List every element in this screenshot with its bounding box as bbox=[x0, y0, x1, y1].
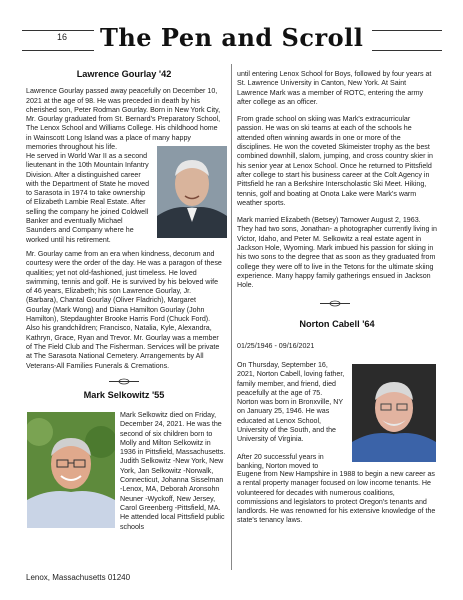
gourlay-family-text bbox=[26, 250, 222, 379]
page-number: 16 bbox=[57, 32, 68, 42]
cabell-photo bbox=[352, 364, 436, 462]
footer-location: Lenox, Massachusetts 01240 bbox=[26, 573, 131, 582]
cabell-intro-text bbox=[237, 361, 345, 471]
obituary-gourlay bbox=[26, 70, 222, 152]
cabell-dates: 01/25/1946 - 09/16/2021 bbox=[237, 342, 315, 350]
selkowitz-family: Mark married Elizabeth (Betsey) Tarnower August 2, 1963. They had two sons, Jonathan- a photographer currently living in Victor, Idaho, and Peter M. Selkowitz a real estate agent in Jackson Hole, Wyoming. Mark imbued his passion for skiing in his two sons to the degree that as soon as they graduated from college they were off to live in the Tetons for the ultimate skiing experience. Many happy family gatherings ensued in Jackson Hole. bbox=[237, 216, 437, 290]
selkowitz-skiing: From grade school on skiing was Mark's extracurricular passion. He was on ski teams at each of the schools he attended often winning awards in one or more of the disciplines. He won the coveted Skimeister trophy as the best combined downhill, slalom, jumping, and cross country skier in his senior year at Lenox School. Once he returned to Pittsfield after college to start his business career at the Colt Agency in Pittsfield he ran a Berkshire Interscholastic Ski Meet. Hiking, tennis, golf and boating at Onota Lake were Mark's warm weather sports. bbox=[237, 115, 433, 207]
gourlay-family: Mr. Gourlay came from an era when kindness, decorum and courtesy were the order of the day. He was a paragon of these qualities; yet not old-fashioned, just timeless. He loved swimming, tennis and golf. He is survived by his beloved wife of 46 years, Elizabeth; his son Lawrence Gourlay, Jr. (Barbara), Chantal Gourlay (Oliver Fladrich), Margaret Gourlay (Mark Wong) and Diana Hamilton Gourlay (John Hamilton), Stepdaughter Brooke Harris Ford (Chuck Ford). Also his grandchildren; Francisco, Natalia, Kyle, Alexandra, Kathryn, Grace, Ryan and Trevor. Mr. Gourlay was a member of The Field Club and The Fisherman. Services will be private at The Sarasota National Cemetery. Arrangements by All Veterans-All Families Funerals & Cremations. bbox=[26, 250, 222, 370]
cabell-intro: On Thursday, September 16, 2021, Norton Cabell, loving father, family member, and friend, died peacefully at the age of 75. Norton was born in Bronxville, NY on January 25, 1946. He was educated at Lenox School, University of the South, and the University of Virginia. bbox=[237, 361, 345, 444]
gourlay-photo bbox=[157, 146, 227, 238]
selkowitz-continued bbox=[237, 70, 437, 299]
cabell-heading: Norton Cabell '64 bbox=[299, 319, 375, 329]
masthead bbox=[22, 22, 442, 52]
column-divider bbox=[231, 64, 232, 570]
selkowitz-intro-text bbox=[120, 411, 226, 540]
cabell-career-text bbox=[237, 470, 437, 534]
selkowitz-heading: Mark Selkowitz '55 bbox=[83, 390, 165, 400]
cabell-career: Eugene from New Hampshire in 1988 to begin a new career as a rental property manager focused on low income tenants. He volunteered for decades with numerous coalitions, commissions and legislators to protect Oregon's tenants and landlords. He was renowned for his extensive knowledge of the state's tenancy laws. bbox=[237, 470, 436, 525]
gourlay-intro: Lawrence Gourlay passed away peacefully on December 10, 2021 at the age of 98. He was preceded in death by his cherished son, Peter Rodman Gourlay. Born in New York City, Mr. Gourlay graduated from St. Bernard's Preparatory School, The Lenox School and Williams College. His childhood home in Wainscott Long Island was a place of many happy memories throughout his life. bbox=[26, 87, 221, 152]
gourlay-heading: Lawrence Gourlay '42 bbox=[76, 69, 172, 79]
obituary-selkowitz bbox=[26, 391, 222, 408]
scroll-divider-icon bbox=[318, 300, 352, 307]
scroll-divider-icon bbox=[107, 378, 141, 385]
selkowitz-education: until entering Lenox School for Boys, followed by four years at St. Lawrence University in Canton, New York. At Saint Lawrence Mark was a member of ROTC, entering the army after college as an officer. bbox=[237, 70, 432, 106]
gourlay-career-text bbox=[26, 152, 150, 253]
masthead-title: The Pen and Scroll bbox=[100, 23, 364, 52]
cabell-career-start: After 20 successful years in banking, Norton moved to bbox=[237, 452, 324, 470]
gourlay-career: He served in World War II as a second lieutenant in the 10th Mountain Infantry Division. After a distinguished career with the Department of State he moved to Sarasota in 1974 to take ownership of Elizabeth Lambie Real Estate. After selling the company he joined Coldwell Banker and eventually Michael Saunders and Company where he worked until his retirement. bbox=[26, 152, 150, 244]
selkowitz-photo bbox=[27, 412, 115, 528]
obituary-cabell bbox=[237, 320, 437, 337]
selkowitz-intro: Mark Selkowitz died on Friday, December 24, 2021. He was the second of six children born to Molly and Milton Selkowitz in 1936 in Pittsfield, Massachusetts. Judith Selkowitz -New York, New York, Jan Selkowitz -Norwalk, Connecticut, Johanna Sisselman -Lenox, MA, Deborah Aronsohn Neuner -Wyckoff, New Jersey, Carol Greenberg -Pittsfield, MA. He attended local Pittsfield public schools bbox=[120, 411, 226, 531]
